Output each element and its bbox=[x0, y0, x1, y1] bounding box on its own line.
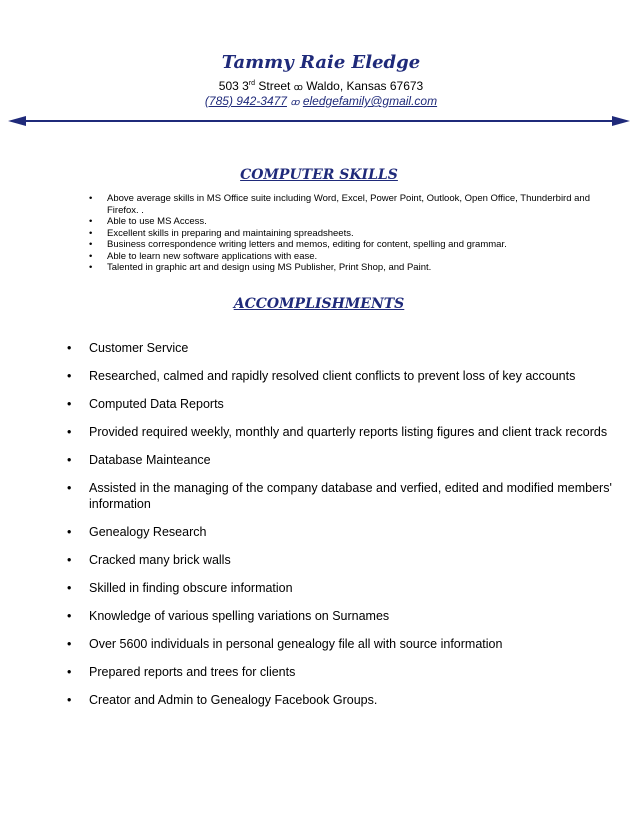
address-line bbox=[4, 77, 638, 94]
skill-item: • Above average skills in MS Office suite including Word, Excel, Power Point, Outlook, Open Office, Thunderbird and Firefox. . bbox=[89, 193, 599, 216]
accomplishment-item: • Computed Data Reports bbox=[67, 397, 612, 413]
accomplishments-list bbox=[67, 341, 612, 721]
skill-item: • Able to use MS Access. bbox=[89, 216, 599, 228]
skill-item: • Business correspondence writing letters and memos, editing for content, spelling and grammar. bbox=[89, 239, 599, 251]
contact-line bbox=[4, 94, 638, 108]
accomplishment-item: • Prepared reports and trees for clients bbox=[67, 665, 612, 681]
accomplishment-item: • Over 5600 individuals in personal genealogy file all with source information bbox=[67, 637, 612, 653]
phone-number: (785) 942-3477 bbox=[204, 94, 287, 108]
resume-header bbox=[0, 52, 638, 108]
street-suffix: rd bbox=[248, 80, 256, 87]
accomplishment-item: • Genealogy Research bbox=[67, 525, 612, 541]
separator-icon: ꝏ bbox=[290, 97, 300, 107]
email-link[interactable]: eledgefamily@gmail.com bbox=[302, 94, 438, 108]
accomplishment-item: • Creator and Admin to Genealogy Facebook Groups. bbox=[67, 693, 612, 709]
computer-skills-list bbox=[89, 193, 599, 274]
street-number: 503 3 bbox=[218, 79, 249, 93]
accomplishment-item: • Database Mainteance bbox=[67, 453, 612, 469]
accomplishments-heading: ACCOMPLISHMENTS bbox=[233, 296, 405, 312]
accomplishment-item: • Customer Service bbox=[67, 341, 612, 357]
separator-icon: ꝏ bbox=[293, 82, 303, 92]
accomplishment-item: • Knowledge of various spelling variations on Surnames bbox=[67, 609, 612, 625]
divider-left-arrow-icon bbox=[8, 116, 26, 126]
skill-item: • Excellent skills in preparing and maintaining spreadsheets. bbox=[89, 228, 599, 240]
accomplishment-item: • Skilled in finding obscure information bbox=[67, 581, 612, 597]
accomplishment-item: • Cracked many brick walls bbox=[67, 553, 612, 569]
divider-right-arrow-icon bbox=[612, 116, 630, 126]
header-divider bbox=[0, 110, 638, 132]
skill-item: • Talented in graphic art and design using MS Publisher, Print Shop, and Paint. bbox=[89, 262, 599, 274]
accomplishment-item: • Provided required weekly, monthly and quarterly reports listing figures and client track records bbox=[67, 425, 612, 441]
skill-item: • Able to learn new software applications with ease. bbox=[89, 251, 599, 263]
accomplishment-item: • Assisted in the managing of the company database and verfied, edited and modified members' information bbox=[67, 481, 612, 512]
applicant-name: Tammy Raie Eledge bbox=[221, 52, 421, 73]
city-state-zip: Waldo, Kansas 67673 bbox=[306, 79, 424, 93]
accomplishment-item: • Researched, calmed and rapidly resolved client conflicts to prevent loss of key accounts bbox=[67, 369, 612, 385]
street-name: Street bbox=[255, 79, 291, 93]
computer-skills-heading: COMPUTER SKILLS bbox=[240, 167, 398, 183]
